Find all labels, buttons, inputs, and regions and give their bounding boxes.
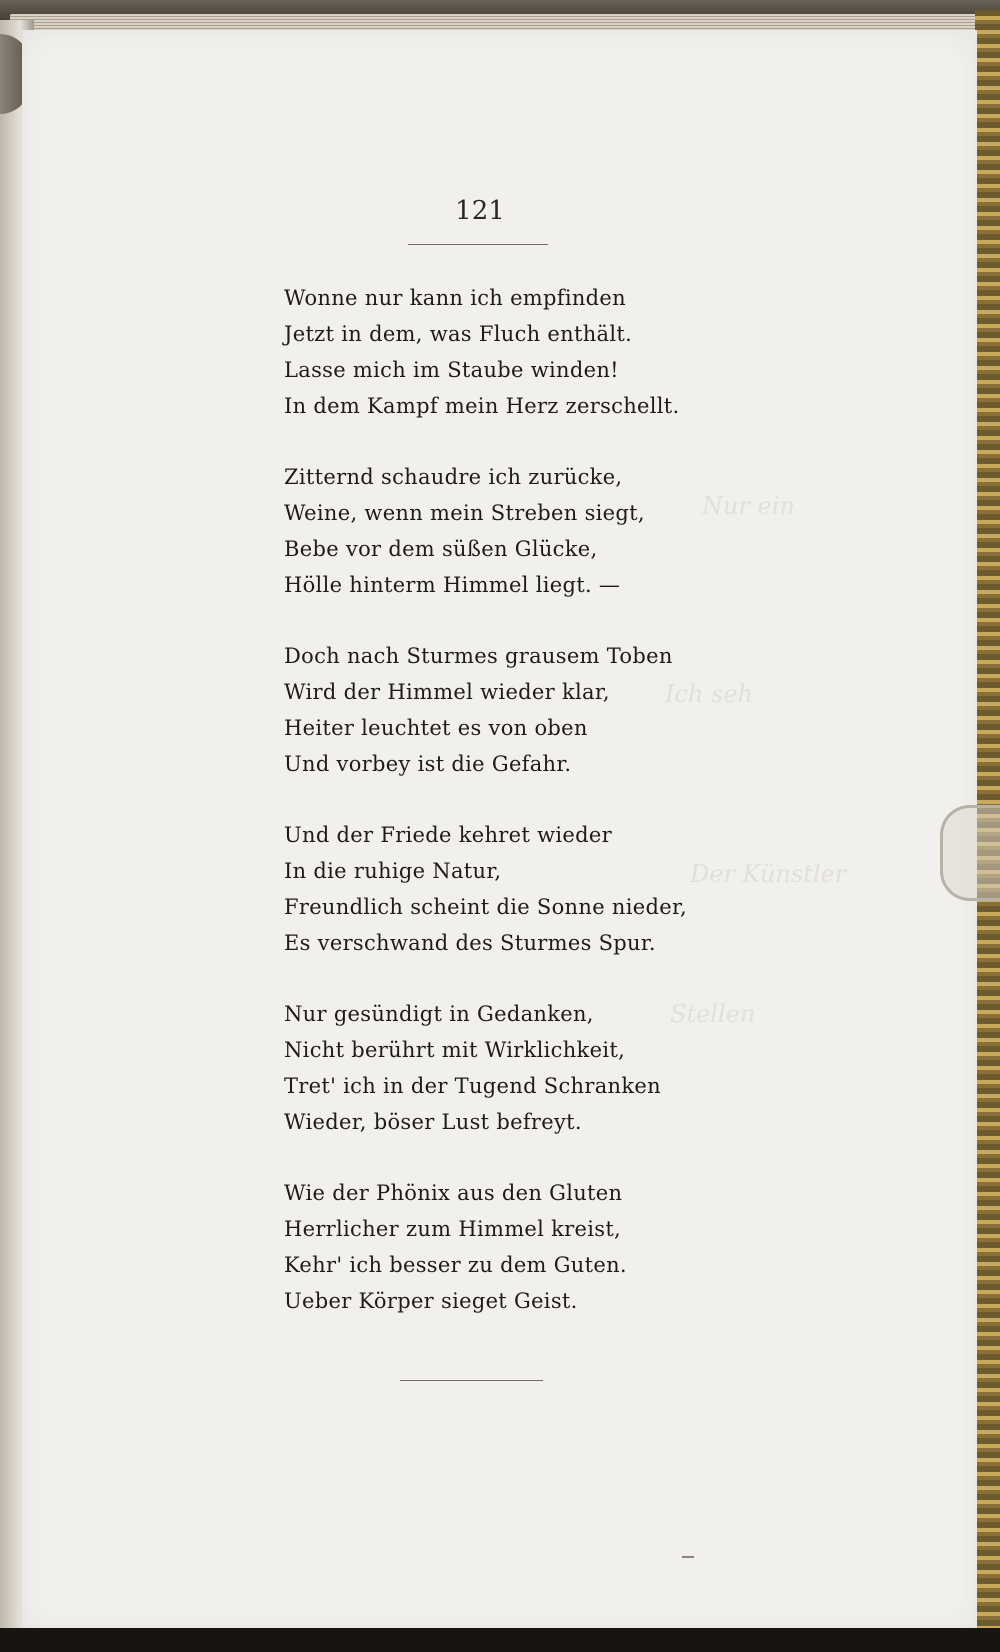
poem-line: Jetzt in dem, was Fluch enthält. bbox=[284, 322, 633, 346]
poem-line: Nicht berührt mit Wirklichkeit, bbox=[284, 1038, 626, 1062]
poem-line: Lasse mich im Staube winden! bbox=[284, 358, 619, 382]
poem-line: In dem Kampf mein Herz zerschellt. bbox=[284, 394, 680, 418]
poem-line: Tret' ich in der Tugend Schranken bbox=[284, 1074, 661, 1098]
poem-line: Hölle hinterm Himmel liegt. — bbox=[284, 573, 621, 597]
book-top-edge bbox=[10, 14, 985, 30]
poem-line: Wieder, böser Lust befreyt. bbox=[284, 1110, 582, 1134]
poem-line: Wird der Himmel wieder klar, bbox=[284, 680, 610, 704]
poem-line: Wonne nur kann ich empfinden bbox=[284, 286, 626, 310]
bleed-through-text: Stellen bbox=[670, 1000, 756, 1028]
stanza bbox=[284, 996, 714, 1140]
poem-line: Ueber Körper sieget Geist. bbox=[284, 1289, 578, 1313]
poem-line: Weine, wenn mein Streben siegt, bbox=[284, 501, 645, 525]
stanza bbox=[284, 817, 714, 961]
poem-line: In die ruhige Natur, bbox=[284, 859, 502, 883]
bleed-through-text: Der Künstler bbox=[690, 860, 847, 888]
poem bbox=[284, 280, 714, 1354]
stanza bbox=[284, 459, 714, 603]
poem-line: Freundlich scheint die Sonne nieder, bbox=[284, 895, 687, 919]
scan-background-bottom bbox=[0, 1628, 1000, 1652]
stanza bbox=[284, 280, 714, 424]
header-rule bbox=[408, 244, 548, 245]
printer-mark bbox=[682, 1556, 694, 1558]
poem-line: Bebe vor dem süßen Glücke, bbox=[284, 537, 598, 561]
closing-rule bbox=[400, 1380, 543, 1381]
page-number: 121 bbox=[455, 196, 505, 226]
bleed-through-text: Ich seh bbox=[665, 680, 753, 708]
poem-line: Kehr' ich besser zu dem Guten. bbox=[284, 1253, 627, 1277]
poem-line: Heiter leuchtet es von oben bbox=[284, 716, 588, 740]
poem-line: Und vorbey ist die Gefahr. bbox=[284, 752, 572, 776]
poem-line: Es verschwand des Sturmes Spur. bbox=[284, 931, 656, 955]
poem-line: Zitternd schaudre ich zurücke, bbox=[284, 465, 623, 489]
bleed-through-text: Nur ein bbox=[702, 492, 795, 520]
page-clip bbox=[940, 805, 1000, 901]
poem-line: Und der Friede kehret wieder bbox=[284, 823, 612, 847]
poem-line: Nur gesündigt in Gedanken, bbox=[284, 1002, 594, 1026]
poem-line: Doch nach Sturmes grausem Toben bbox=[284, 644, 673, 668]
poem-line: Wie der Phönix aus den Gluten bbox=[284, 1181, 623, 1205]
poem-line: Herrlicher zum Himmel kreist, bbox=[284, 1217, 622, 1241]
stanza bbox=[284, 1175, 714, 1319]
stanza bbox=[284, 638, 714, 782]
